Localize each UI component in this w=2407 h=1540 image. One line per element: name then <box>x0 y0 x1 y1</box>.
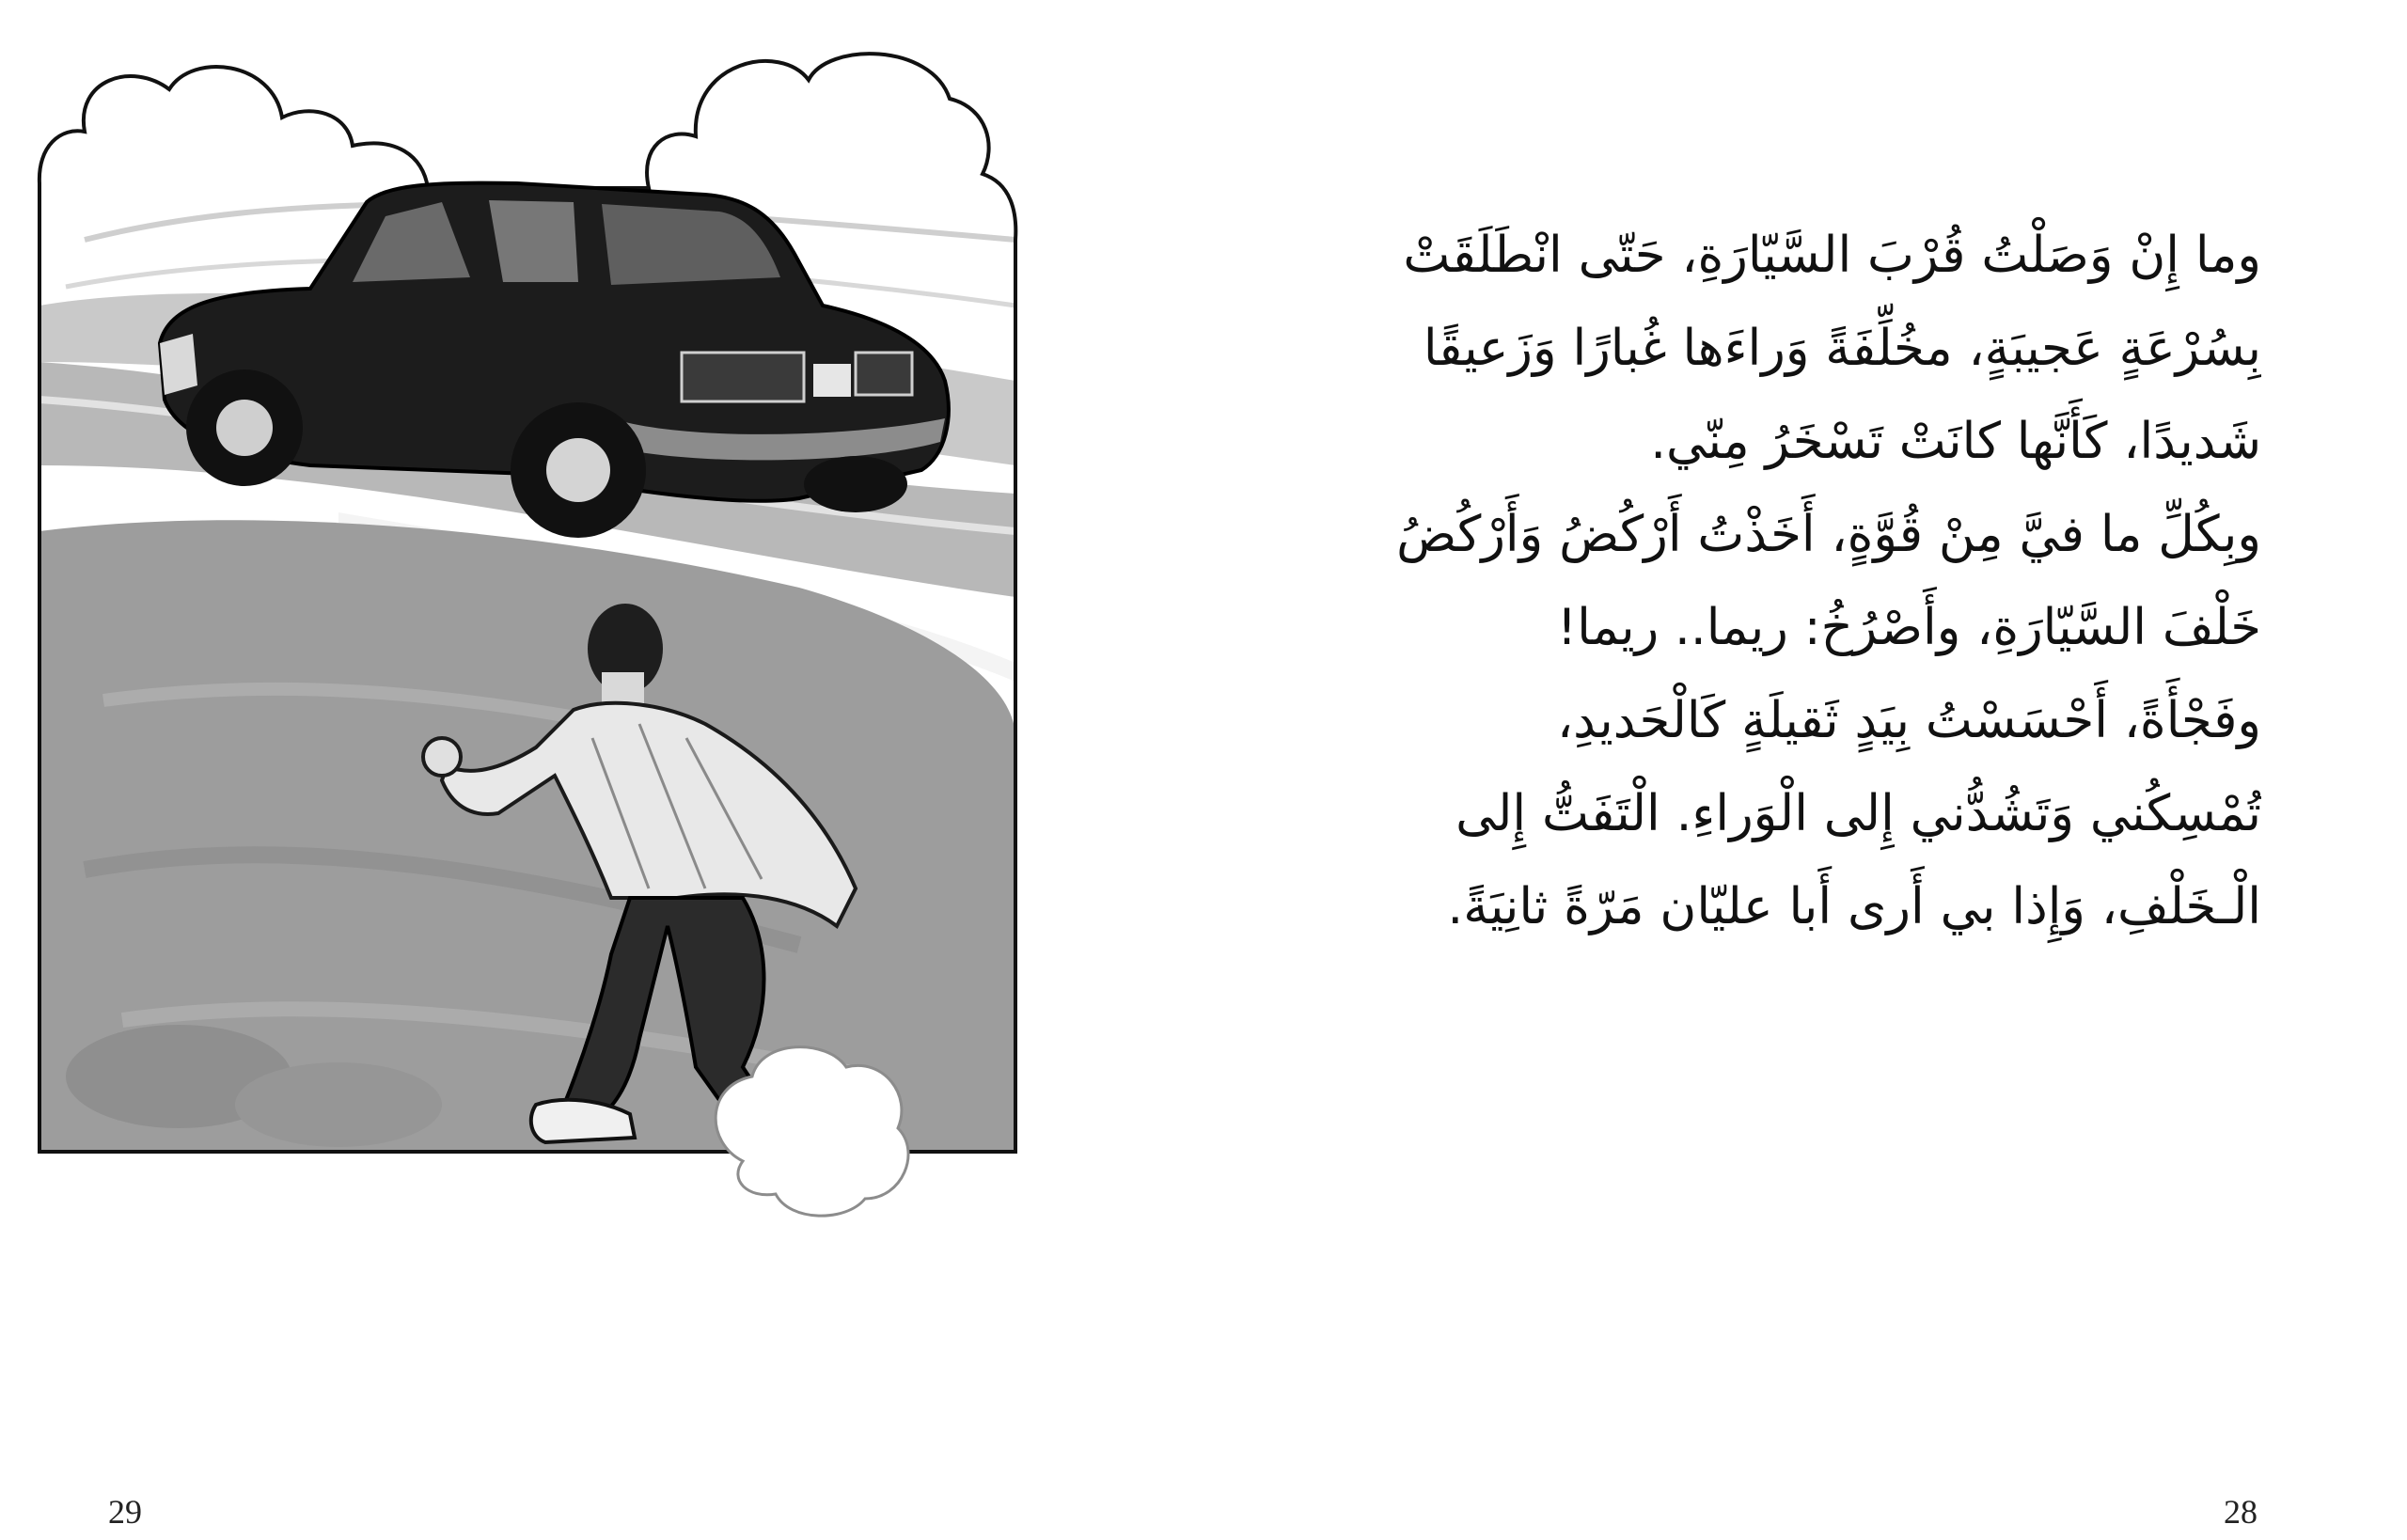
story-line: تُمْسِكُني وَتَشُدُّني إِلى الْوَراءِ. الْتَفَتُّ إِلى <box>1455 785 2261 842</box>
story-line: شَديدًا، كَأَنَّها كانَتْ تَسْخَرُ مِنّي. <box>1650 413 2261 470</box>
story-line: وما إِنْ وَصَلْتُ قُرْبَ السَّيّارَةِ، حَتّى انْطَلَقَتْ <box>1403 227 2261 284</box>
story-line: بِسُرْعَةٍ عَجيبَةٍ، مخُلِّفَةً وَراءَها غُبارًا وَزَعيقًا <box>1423 320 2261 377</box>
story-line: وفَجْأَةً، أَحْسَسْتُ بِيَدٍ ثَقيلَةٍ كَالْحَديدِ، <box>1557 692 2261 749</box>
story-line: وبِكُلِّ ما فيَّ مِنْ قُوَّةٍ، أَخَذْتُ أَرْكُضُ وَأَرْكُضُ <box>1396 506 2261 563</box>
story-line: الْـخَلْفِ، وَإِذا بي أَرى أَبا عليّان مَرّةً ثانِيَةً. <box>1447 878 2261 935</box>
page-number-right: 28 <box>2224 1493 2258 1531</box>
story-line: خَلْفَ السَّيّارَةِ، وأَصْرُخُ: ريما.. ريما! <box>1556 599 2261 656</box>
page-number-left: 29 <box>108 1493 142 1531</box>
story-text <box>1321 209 2261 953</box>
car-chase-illustration <box>28 24 1044 1265</box>
